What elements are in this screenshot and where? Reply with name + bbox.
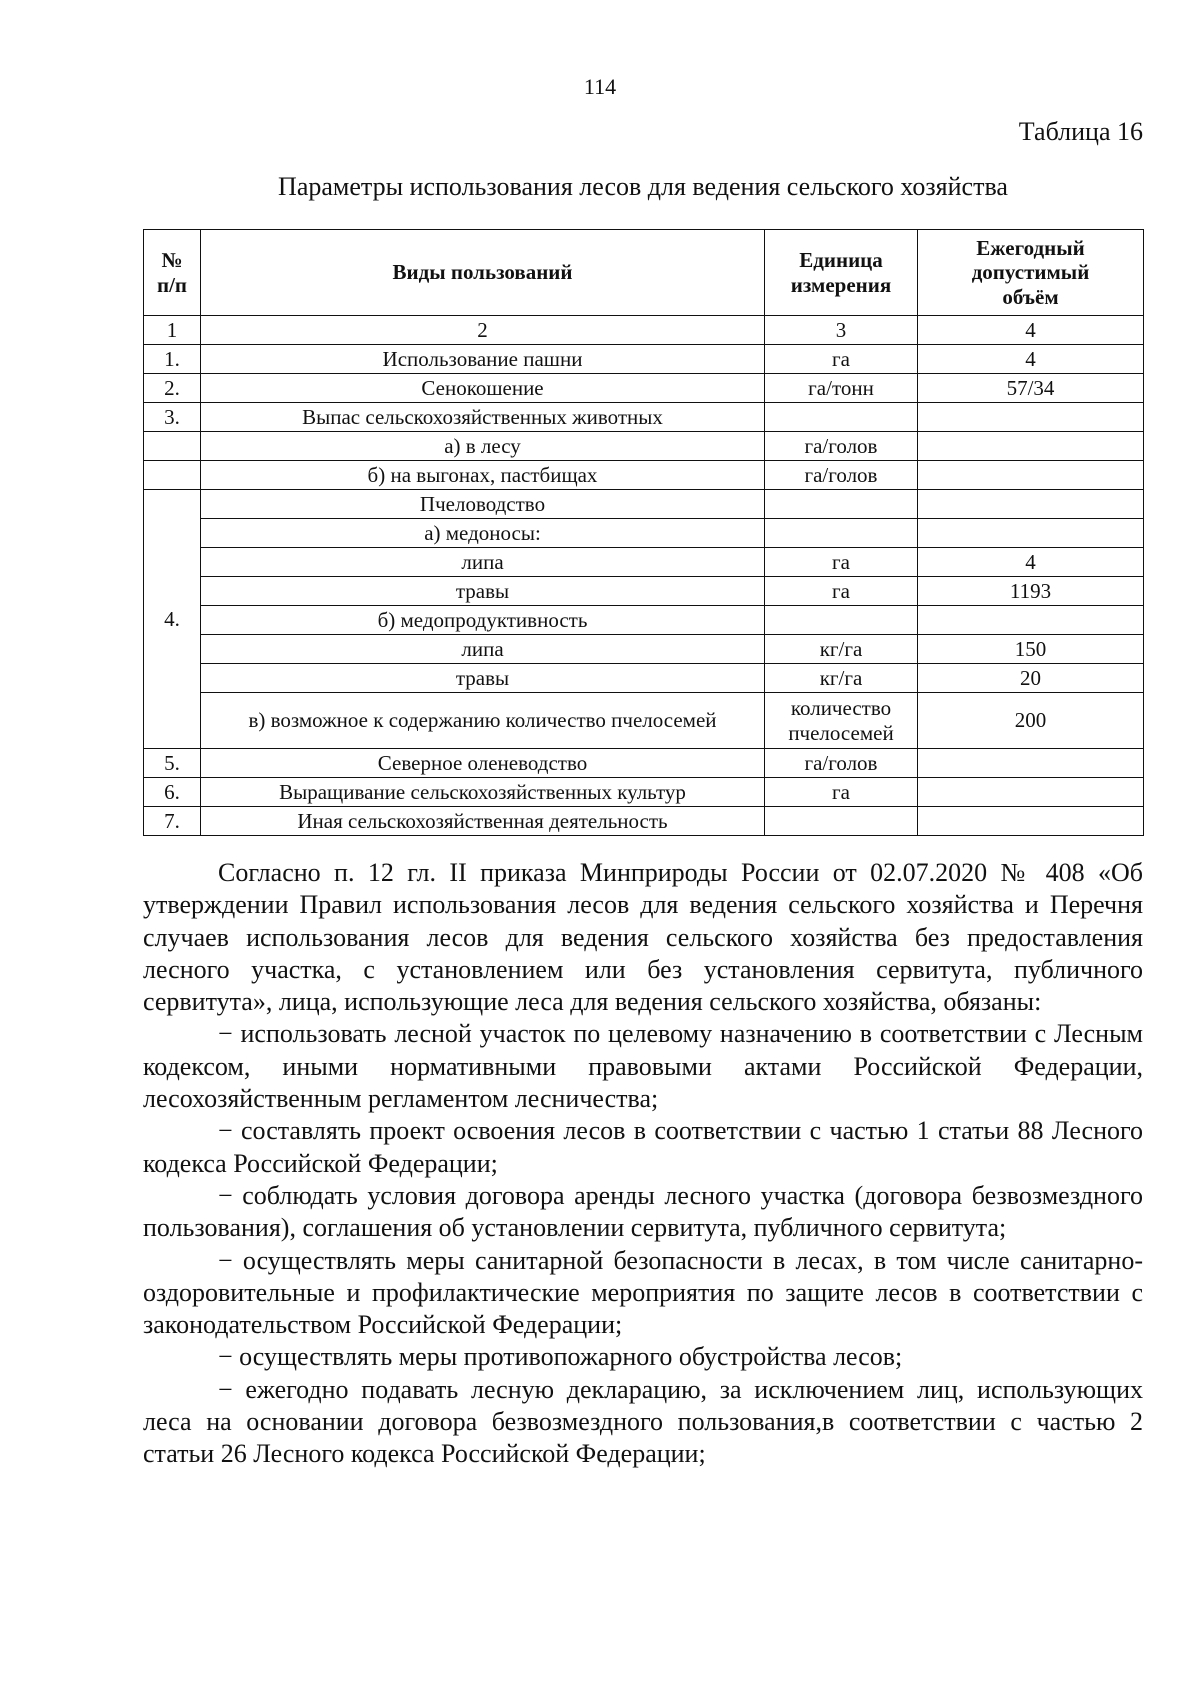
cell-unit: 3 — [765, 316, 918, 345]
cell-use-type: липа — [201, 635, 765, 664]
obligation-item: − ежегодно подавать лесную декларацию, за исключением лиц, использующих леса на основании договора безвозмездного пользования,в соответствии с частью 2 статьи 26 Лесного кодекса Российской Федерации; — [143, 1374, 1143, 1469]
cell-volume — [918, 807, 1144, 836]
cell-use-type: липа — [201, 548, 765, 577]
cell-use-type: травы — [201, 664, 765, 693]
cell-num: 6. — [144, 778, 201, 807]
cell-use-type: а) медоносы: — [201, 519, 765, 548]
cell-unit: га/голов — [765, 461, 918, 490]
table-title: Параметры использования лесов для ведения сельского хозяйства — [278, 172, 1008, 201]
cell-unit: га — [765, 577, 918, 606]
header-volume: Ежегодный допустимый объём — [918, 230, 1144, 316]
intro-paragraph: Согласно п. 12 гл. II приказа Минприроды России от 02.07.2020 № 408 «Об утверждении Правил использования лесов для ведения сельского хозяйства и Перечня случаев использования лесов для ведения сельского хозяйства без предоставления лесного участка, с установлением или без установления сервитута, публичного сервитута», лица, использующие леса для ведения сельского хозяйства, обязаны: — [143, 858, 1143, 1017]
cell-num: 5. — [144, 749, 201, 778]
page-number: 114 — [583, 74, 617, 99]
table-row — [144, 432, 1144, 461]
cell-num: 3. — [144, 403, 201, 432]
cell-use-type: Иная сельскохозяйственная деятельность — [201, 807, 765, 836]
table-body — [144, 230, 1144, 836]
table-row — [144, 490, 1144, 519]
cell-unit: кг/га — [765, 664, 918, 693]
cell-unit: га/тонн — [765, 374, 918, 403]
table-row — [144, 778, 1144, 807]
table-label: Таблица 16 — [1018, 117, 1143, 146]
cell-volume: 20 — [918, 664, 1144, 693]
table-row — [144, 345, 1144, 374]
cell-use-type: Пчеловодство — [201, 490, 765, 519]
obligation-item: − составлять проект освоения лесов в соответствии с частью 1 статьи 88 Лесного кодекса Российской Федерации; — [143, 1116, 1143, 1178]
cell-use-type: Северное оленеводство — [201, 749, 765, 778]
table-row — [144, 606, 1144, 635]
cell-unit — [765, 519, 918, 548]
cell-unit: га/голов — [765, 432, 918, 461]
cell-unit — [765, 606, 918, 635]
cell-num: 1. — [144, 345, 201, 374]
cell-num — [144, 461, 201, 490]
table-row — [144, 548, 1144, 577]
table-row — [144, 664, 1144, 693]
table-row — [144, 807, 1144, 836]
cell-unit: га — [765, 778, 918, 807]
header-unit: Единица измерения — [765, 230, 918, 316]
cell-use-type: Использование пашни — [201, 345, 765, 374]
cell-volume: 200 — [918, 693, 1144, 749]
cell-use-type: травы — [201, 577, 765, 606]
cell-volume — [918, 606, 1144, 635]
cell-volume: 4 — [918, 345, 1144, 374]
cell-volume: 1193 — [918, 577, 1144, 606]
cell-use-type: б) на выгонах, пастбищах — [201, 461, 765, 490]
cell-use-type: в) возможное к содержанию количество пчелосемей — [201, 693, 765, 749]
cell-volume — [918, 403, 1144, 432]
obligation-item: − осуществлять меры противопожарного обустройства лесов; — [218, 1342, 903, 1372]
cell-use-type: Выпас сельскохозяйственных животных — [201, 403, 765, 432]
cell-volume: 57/34 — [918, 374, 1144, 403]
cell-use-type: б) медопродуктивность — [201, 606, 765, 635]
cell-unit — [765, 490, 918, 519]
cell-volume — [918, 461, 1144, 490]
table-row — [144, 693, 1144, 749]
obligation-item: − использовать лесной участок по целевому назначению в соответствии с Лесным кодексом, иными нормативными правовыми актами Российской Федерации, лесохозяйственным регламентом лесничества; — [143, 1019, 1143, 1114]
table-row — [144, 635, 1144, 664]
table-header-row — [144, 230, 1144, 316]
cell-volume — [918, 490, 1144, 519]
cell-volume — [918, 519, 1144, 548]
table-row — [144, 749, 1144, 778]
cell-volume: 4 — [918, 548, 1144, 577]
cell-use-type: а) в лесу — [201, 432, 765, 461]
cell-unit — [765, 807, 918, 836]
cell-unit: га — [765, 548, 918, 577]
cell-unit: га — [765, 345, 918, 374]
cell-unit: га/голов — [765, 749, 918, 778]
cell-use-type: 2 — [201, 316, 765, 345]
cell-num: 7. — [144, 807, 201, 836]
table-row — [144, 374, 1144, 403]
obligation-item: − осуществлять меры санитарной безопасности в лесах, в том числе санитарно-оздоровительные и профилактические мероприятия по защите лесов в соответствии с законодательством Российской Федерации; — [143, 1245, 1143, 1340]
table-row — [144, 461, 1144, 490]
cell-unit — [765, 403, 918, 432]
cell-num: 2. — [144, 374, 201, 403]
cell-volume: 4 — [918, 316, 1144, 345]
cell-num — [144, 432, 201, 461]
header-num: № п/п — [144, 230, 201, 316]
table-row — [144, 403, 1144, 432]
table-index-row — [144, 316, 1144, 345]
cell-volume — [918, 749, 1144, 778]
cell-volume — [918, 778, 1144, 807]
cell-volume — [918, 432, 1144, 461]
forest-use-parameters-table — [143, 229, 1144, 836]
table-row — [144, 519, 1144, 548]
cell-unit: кг/га — [765, 635, 918, 664]
cell-use-type: Сенокошение — [201, 374, 765, 403]
obligation-item: − соблюдать условия договора аренды лесного участка (договора безвозмездного пользования), соглашения об установлении сервитута, публичного сервитута; — [143, 1180, 1143, 1243]
body-text — [143, 857, 1143, 1471]
header-use-type: Виды пользований — [201, 230, 765, 316]
cell-unit: количество пчелосемей — [765, 693, 918, 749]
cell-use-type: Выращивание сельскохозяйственных культур — [201, 778, 765, 807]
cell-num: 4. — [144, 490, 201, 749]
cell-volume: 150 — [918, 635, 1144, 664]
cell-num: 1 — [144, 316, 201, 345]
table-row — [144, 577, 1144, 606]
